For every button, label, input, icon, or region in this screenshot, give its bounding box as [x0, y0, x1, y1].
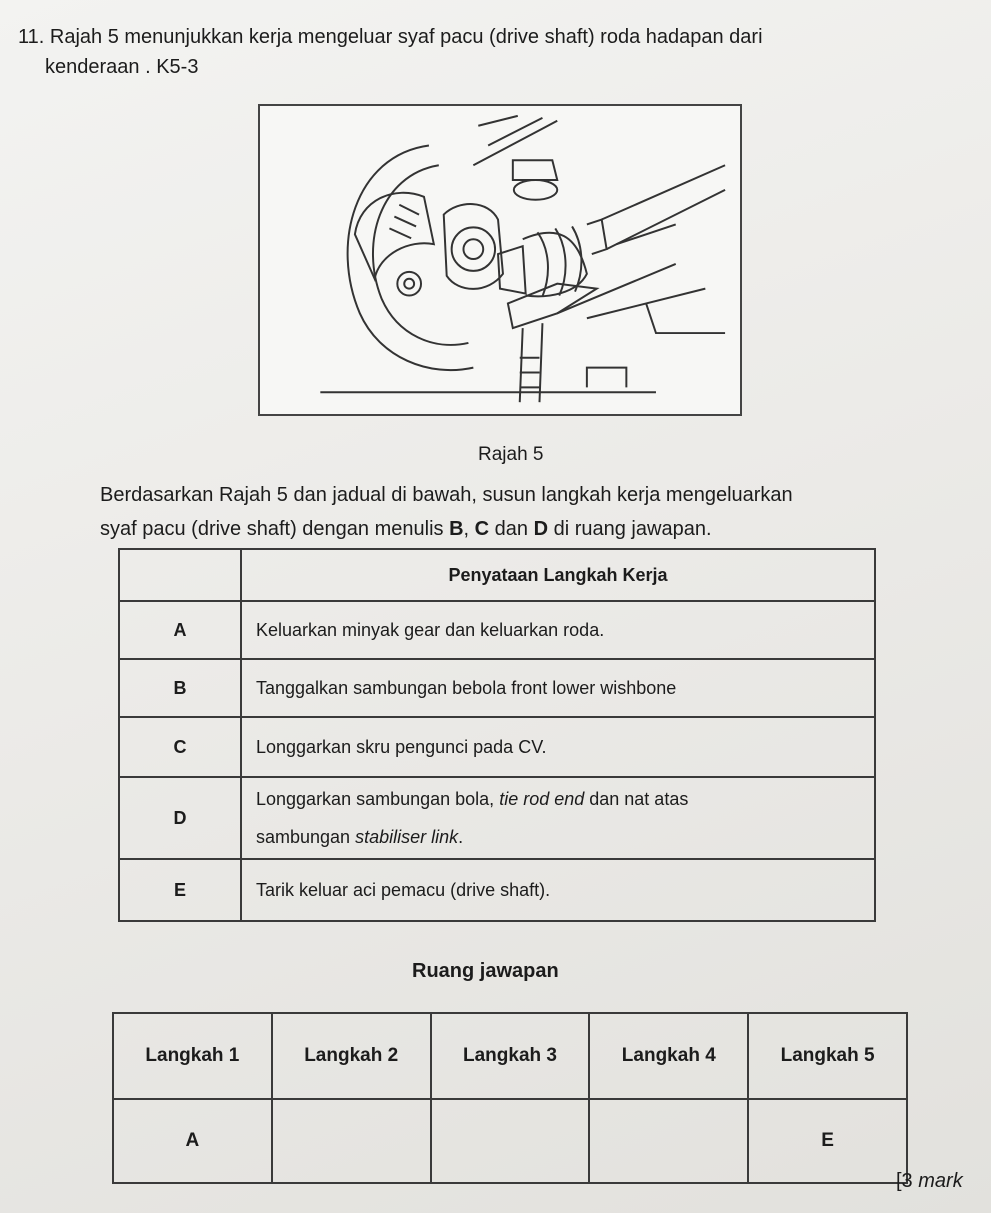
answer-header-row [113, 1013, 907, 1099]
instruction-letter-c: C [474, 518, 490, 540]
table-row [119, 659, 875, 717]
step-description: Tanggalkan sambungan bebola front lower wishbone [241, 659, 875, 717]
instruction-letter-d: D [533, 518, 549, 540]
question-text [18, 22, 938, 82]
instruction-text-part: di ruang jawapan. [548, 518, 712, 540]
instruction-line-1: Berdasarkan Rajah 5 dan jadual di bawah, susun langkah kerja mengeluarkan [100, 484, 793, 506]
instruction-text-part: dan [489, 518, 534, 540]
steps-header-blank [119, 549, 241, 601]
answer-header-4: Langkah 4 [589, 1013, 748, 1099]
step-letter: B [119, 659, 241, 717]
answer-cell-1[interactable]: A [113, 1099, 272, 1183]
answer-section-title: Ruang jawapan [412, 960, 559, 982]
answer-cell-4[interactable] [589, 1099, 748, 1183]
question-number: 11. [18, 26, 45, 48]
step-description: Keluarkan minyak gear dan keluarkan roda. [241, 601, 875, 659]
table-row [119, 717, 875, 777]
step-text-part: . [458, 827, 464, 847]
instruction-text-part: syaf pacu (drive shaft) dengan menulis [100, 518, 450, 540]
answer-cell-3[interactable] [431, 1099, 590, 1183]
answer-value-row [113, 1099, 907, 1183]
step-letter: A [119, 601, 241, 659]
step-description: Longgarkan skru pengunci pada CV. [241, 717, 875, 777]
step-text-part: sambungan [256, 827, 356, 847]
step-letter: D [119, 777, 241, 859]
instruction-letter-b: B [449, 518, 464, 540]
marks-open: [3 [896, 1170, 919, 1192]
step-term-tie-rod-end: tie rod end [499, 789, 585, 809]
answer-cell-5[interactable]: E [748, 1099, 907, 1183]
answer-header-3: Langkah 3 [431, 1013, 590, 1099]
steps-table [118, 548, 876, 922]
answer-header-5: Langkah 5 [748, 1013, 907, 1099]
instruction-text-part: , [463, 518, 475, 540]
table-row [119, 777, 875, 859]
question-line-1: Rajah 5 menunjukkan kerja mengeluar syaf pacu (drive shaft) roda hadapan dari [49, 26, 763, 48]
step-text-part: dan nat atas [584, 789, 689, 809]
step-letter: C [119, 717, 241, 777]
drive-shaft-diagram [258, 104, 742, 416]
answer-header-1: Langkah 1 [113, 1013, 272, 1099]
steps-header: Penyataan Langkah Kerja [241, 549, 875, 601]
table-row [119, 859, 875, 921]
step-description [241, 777, 875, 859]
step-description: Tarik keluar aci pemacu (drive shaft). [241, 859, 875, 921]
step-term-stabiliser-link: stabiliser link [355, 827, 459, 847]
table-row [119, 601, 875, 659]
steps-header-row [119, 549, 875, 601]
marks-word: mark [918, 1170, 963, 1192]
step-text-part: Longgarkan sambungan bola, [256, 789, 500, 809]
instruction-line-2 [100, 518, 712, 540]
figure-caption: Rajah 5 [478, 444, 544, 465]
question-line-2: kenderaan . K5-3 [45, 56, 199, 78]
answer-table [112, 1012, 908, 1184]
answer-cell-2[interactable] [272, 1099, 431, 1183]
step-letter: E [119, 859, 241, 921]
instruction-text [100, 478, 940, 546]
answer-header-2: Langkah 2 [272, 1013, 431, 1099]
marks-label [896, 1170, 963, 1193]
